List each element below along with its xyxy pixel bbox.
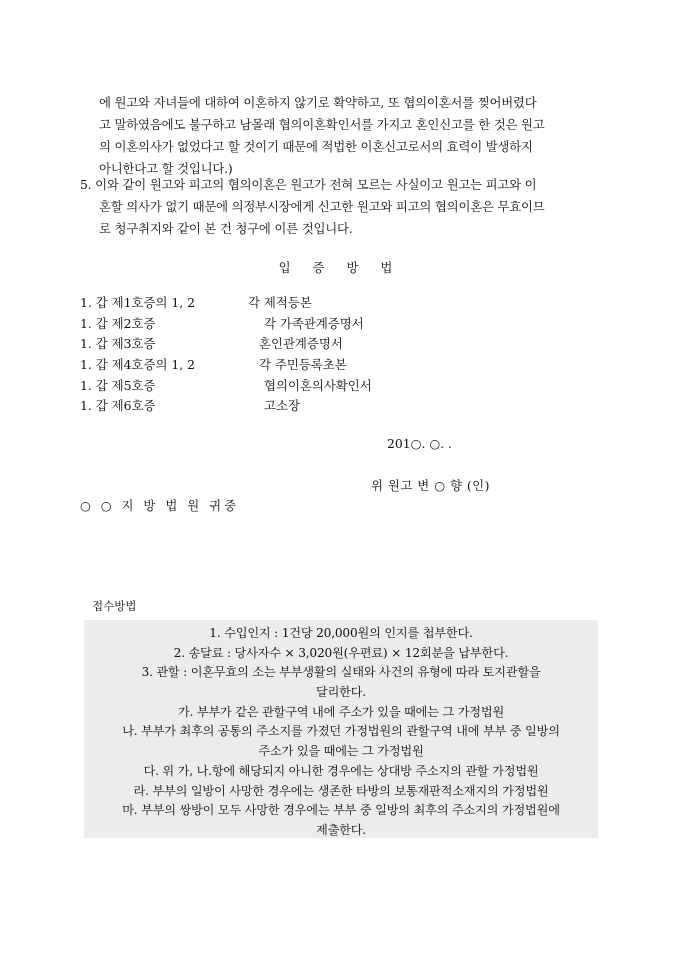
evidence-item (80, 355, 500, 376)
evidence-desc: 고소장 (264, 398, 300, 414)
receipt-line: 주소가 있을 때에는 그 가정법원 (258, 744, 424, 758)
court-addressee: ○ ○ 지 방 법 원 귀중 (80, 498, 240, 513)
evidence-item (80, 334, 500, 355)
receipt-line: 나. 부부가 최후의 공통의 주소지를 가졌던 가정법원의 관할구역 내에 부부 중 일방의 (122, 724, 560, 738)
intro-paragraph (99, 92, 599, 180)
receipt-line: 가. 부부가 같은 관할구역 내에 주소가 있을 때에는 그 가정법원 (177, 705, 505, 719)
intro-line-4: 아니한다고 할 것입니다.) (99, 161, 233, 176)
evidence-list (80, 293, 500, 417)
point-5-line-3: 로 청구취지와 같이 본 건 청구에 이른 것입니다. (99, 221, 353, 236)
receipt-line: 1. 수입인지 : 1건당 20,000원의 인지를 첩부한다. (209, 626, 473, 640)
intro-line-3: 의 이혼의사가 없었다고 할 것이기 때문에 적법한 이혼신고로서의 효력이 발생하지 (99, 139, 533, 154)
receipt-line: 라. 부부의 일방이 사망한 경우에는 생존한 타방의 보통재판적소재지의 가정법원 (133, 784, 549, 798)
evidence-heading: 입 증 방 법 (278, 260, 402, 275)
filing-date: 201○. ○. . (387, 436, 452, 451)
receipt-method-box (84, 620, 598, 838)
evidence-code: 1. 갑 제2호증 (80, 315, 156, 331)
receipt-line: 제출한다. (316, 823, 366, 837)
evidence-item (80, 293, 500, 314)
evidence-desc: 혼인관계증명서 (259, 336, 343, 352)
receipt-method-label: 접수방법 (92, 599, 137, 613)
receipt-line: 마. 부부의 쌍방이 모두 사망한 경우에는 부부 중 일방의 최후의 주소지의 가정법원에 (122, 803, 560, 817)
evidence-item (80, 376, 500, 397)
evidence-item (80, 314, 500, 335)
receipt-line: 2. 송달료 : 당사자수 × 3,020원(우편료) × 12회분을 납부한다. (173, 646, 509, 660)
evidence-code: 1. 갑 제5호증 (80, 377, 156, 393)
evidence-code: 1. 갑 제6호증 (80, 398, 156, 414)
evidence-code: 1. 갑 제1호증의 1, 2 (80, 295, 196, 310)
receipt-line: 3. 관할 : 이혼무효의 소는 부부생활의 실태와 사건의 유형에 따라 토지관할을 (141, 665, 541, 679)
receipt-line: 다. 위 가, 나.항에 해당되지 아니한 경우에는 상대방 주소지의 관할 가정법원 (143, 764, 539, 778)
evidence-desc: 협의이혼의사확인서 (264, 377, 372, 393)
evidence-code: 1. 갑 제3호증 (80, 336, 156, 352)
intro-line-2: 고 말하였음에도 불구하고 남몰래 협의이혼확인서를 가지고 혼인신고를 한 것은 원고 (99, 117, 545, 132)
evidence-desc: 각 주민등록초본 (259, 357, 347, 373)
receipt-line: 달리한다. (316, 685, 366, 699)
plaintiff-signature: 위 원고 변 ○ 향 (인) (371, 478, 490, 493)
evidence-desc: 각 가족관계증명서 (264, 315, 364, 331)
intro-line-1: 에 원고와 자녀들에 대하여 이혼하지 않기로 확약하고, 또 협의이혼서를 찢어버렸다 (99, 95, 537, 110)
point-5-line-1: 5. 이와 같이 원고와 피고의 협의이혼은 원고가 전혀 모르는 사실이고 원고는 피고와 이 (80, 177, 537, 192)
point-5-line-2: 혼할 의사가 없기 때문에 의정부시장에게 신고한 원고와 피고의 협의이혼은 무효이므 (99, 199, 545, 214)
evidence-desc: 각 제적등본 (248, 295, 312, 310)
evidence-code: 1. 갑 제4호증의 1, 2 (80, 357, 196, 373)
point-5-paragraph (80, 174, 599, 240)
evidence-item (80, 396, 500, 417)
